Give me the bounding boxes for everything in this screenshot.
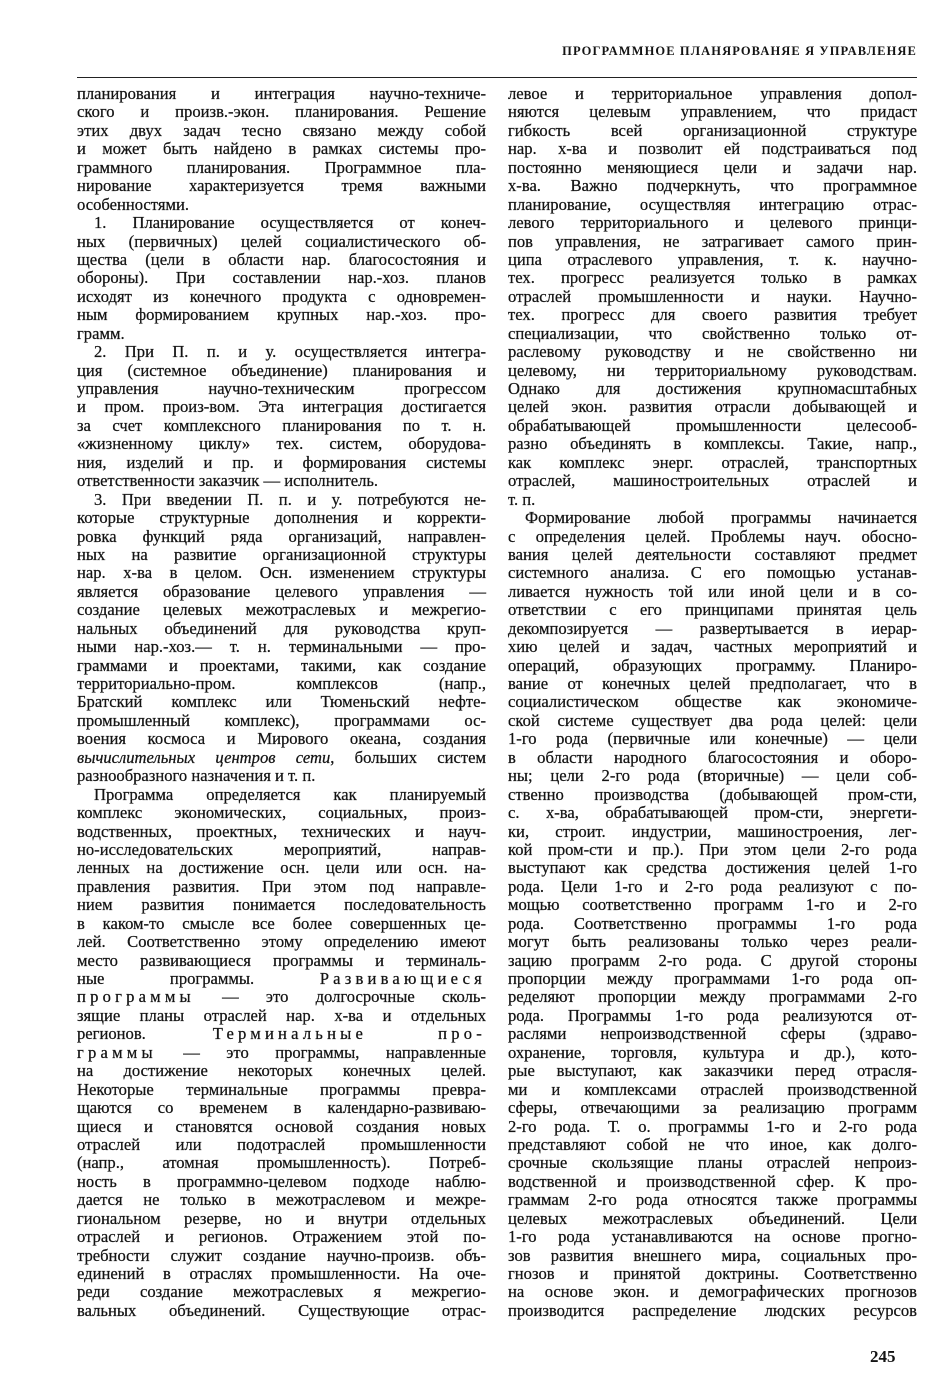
text-line [77,749,486,767]
page-number: 245 [870,1347,896,1366]
text-line: как комплекс энерг. отраслей, транспортных [508,452,917,472]
text-line: водственных, проектных, технических и науч- [77,821,486,841]
text-line: но-исследовательских мероприятий, направ- [77,839,486,859]
text-line: Некоторые терминальные программы превра- [77,1079,486,1099]
text-line: 1-го рода устанавливаются на основе прогно- [508,1227,917,1247]
text-line: разнообразного назначения и т. п. [77,766,316,786]
text-line: зацию программ 2-го рода. С другой стороны [508,950,917,970]
text-line: (напр., атомная промышленность). Потреб- [77,1153,486,1173]
text-line: ция (системное объединение) планирования и [77,360,486,380]
text-line: щаются со временем в календарно-развиваю- [77,1098,486,1118]
text-line: няются целевым управлением, что придаст [508,102,917,122]
text-line: рые выступают, как заказчики перед отрасля- [508,1061,917,1081]
text-line: в каком-то смысле все более совершенных це- [77,913,486,933]
text-line: воения космоса и Мирового океана, создания [77,729,486,749]
text-line: производится распределение людских ресурсов [508,1300,917,1320]
italic-term: вычислительных центров сети [77,747,331,767]
text-line: реди создание межотраслевых я межрегио- [77,1282,486,1302]
text-line: которые структурные дополнения и корректи- [77,508,486,528]
spaced-term: программы [77,987,195,1007]
text-line: ми и комплексами отраслей производственной [508,1079,917,1099]
text-line: ливается нужность той или иной цели и в со- [508,581,917,601]
text-line: т. п. [508,489,536,509]
right-column [508,85,917,1320]
text-line: раслями непроизводственной сферы (здраво- [508,1024,917,1044]
text-line: вальных объединений. Существующие отрас- [77,1300,486,1320]
text-line: дается не только в межотраслевом и межре- [77,1190,486,1210]
text-line: грамм. [77,323,125,343]
text-line: и может быть найдено в рамках системы про- [77,139,486,159]
text-line: «жизненному циклу» тех. систем, оборудова- [77,434,486,454]
text-line: системного анализа. С его помощью устанав- [508,563,917,583]
text-line: пов управления, не затрагивает самого прин- [508,231,917,251]
text-line: Формирование любой программы начинается [525,508,917,528]
text-line: с определения целей. Проблемы науч. обосно- [508,526,917,546]
text-line: ных на развитие организационной структуры [77,544,486,564]
text-line: 1. Планирование осуществляется от конеч- [94,213,486,233]
text-line: кой пром-сти и пр.). При этом цели 2-го рода [508,839,917,859]
text-line: Братский комплекс или Тюменьский нефте- [77,692,486,712]
text-line: лей. Соответственно этому определению имеют [77,932,486,952]
text-line: хию целей и задач, частных мероприятий и [508,637,917,657]
text-line: требности служит создание научно-произв. объ- [77,1245,486,1265]
text-line: ных (первичных) целей социалистического об- [77,231,486,251]
text-line: граммам 2-го рода относятся также программы [508,1190,917,1210]
text-line: левое и территориальное управления допол- [508,84,917,103]
text-line: водственной и производственной сфер. К про- [508,1171,917,1191]
text-line: разно объединять в комплексы. Такие, напр., [508,434,917,454]
text-segment: — это программы, направленные [156,1042,486,1062]
text-line: обрабатывающей промышленности целесооб- [508,415,917,435]
text-line: вания целей деятельности составляют предмет [508,544,917,564]
text-line: этих двух задач тесно связано между собой [77,120,486,140]
paragraph [77,491,486,786]
text-line: рода. Программы 1-го рода реализуются от- [508,1005,917,1025]
text-line: 1-го рода (первичные или конечные) — цели [508,729,917,749]
text-line: граммами и проектами, такими, как создание [77,655,486,675]
text-line: ответствии с его принципами принятая цель [508,600,917,620]
text-line: выступают как средства достижения целей 1-го [508,858,917,878]
text-line: территориально-пром. комплексов (напр., [77,674,486,693]
text-line: ской системе существует два рода целей: цели [508,710,917,730]
paragraph [508,509,917,1320]
text-segment: — это долгосрочные сколь- [194,987,486,1007]
text-line: ответственности заказчик — исполнитель. [77,471,379,491]
text-line: 2-го рода. Т. о. программы 1-го и 2-го рода [508,1116,917,1136]
text-line: целей экон. развития отрасли добывающей и [508,397,917,417]
text-line: отраслей или подотраслей промышленности [77,1134,486,1154]
text-line: нирование характеризуется тремя важными [77,176,486,196]
text-line: и пром. произ-вом. Эта интеграция достигается [77,397,486,417]
header-rule [77,77,917,78]
text-line: комплекс экономических, социальных, произ- [77,803,486,823]
paragraph [77,343,486,491]
text-line: граммного планирования. Программное пла- [77,157,486,177]
text-line: ровка функций ряда организаций, направлен- [77,526,486,546]
text-line: ределяют пропорции между программами 2-го [508,987,917,1007]
text-line: промышленный комплекс), программами ос- [77,710,486,730]
text-line: в области народного благосостояния и оборо- [508,747,917,767]
text-line: отраслей промышленности и науки. Научно- [508,286,917,306]
text-line: целевых межотраслевых объединений. Цели [508,1208,917,1228]
text-segment: регионов. [77,1024,213,1044]
spaced-term: Терминальные про- [212,1024,486,1044]
text-line: отраслей, машиностроительных отраслей и [508,471,917,491]
text-line: планирования и интеграция научно-техниче- [77,84,486,103]
text-line [77,1044,486,1062]
text-line: ния, изделий и пр. и формирования системы [77,452,486,472]
text-line: тех. прогресс для своего развития требует [508,305,917,325]
text-line: зов развития внешнего мира, социальных про- [508,1245,917,1265]
text-line [77,1025,486,1043]
text-line: х-ва. Важно подчеркнуть, что программное [508,176,917,196]
text-line: вание от конечных целей предполагает, что в [508,674,917,693]
text-line: ственно производства (добывающей пром-сти, [508,784,917,804]
text-line: зящие планы отраслей нар. х-ва и отдельных [77,1005,486,1025]
text-line: место развивающиеся программы и терминаль- [77,950,486,970]
text-line: мощью соответственно программ 1-го и 2-го [508,895,917,915]
text-line: пропорции между программами 1-го рода оп- [508,969,917,988]
text-line: особенностями. [77,194,189,214]
text-line: 2. При П. п. и у. осуществляется интегра- [94,342,486,362]
text-line: рода. Цели 1-го и 2-го рода реализуют с по- [508,876,917,896]
text-line: ными нар.-хоз.— т. н. терминальными — про- [77,637,486,657]
text-line: за счет комплексного планирования по т. н. [77,415,486,435]
text-line: Однако для достижения крупномасштабных [508,379,917,398]
paragraph [77,786,486,1321]
text-line: ского и произв.-экон. планирования. Решение [77,102,486,122]
text-line: ленных на достижение осн. цели или осн. на- [77,858,486,878]
text-line: отраслей и регионов. Отражением этой по- [77,1227,486,1247]
text-line: гиональном резерве, но и внутри отдельных [77,1208,486,1228]
spaced-term: Развивающиеся [319,969,486,988]
text-line: планирование, осуществляя интеграцию отрас- [508,194,917,214]
text-line: управления научно-техническим прогрессом [77,379,486,398]
text-line: с. х-ва, обрабатывающей пром-сти, энергети- [508,803,917,823]
text-line: нальных объединений для руководства круп- [77,618,486,638]
text-line: операций, образующих программу. Планиро- [508,655,917,675]
text-line: исходят из конечного продукта с одновремен- [77,286,486,306]
paragraph [508,85,917,509]
text-line: охранение, торговля, культура и др.), кото- [508,1042,917,1062]
text-line: нар. х-ва и позволит ей подстраиваться под [508,139,917,159]
text-line: является образование целевого управления — [77,581,486,601]
text-line: единений в отраслях промышленности. На оче- [77,1264,486,1283]
text-line: нар. х-ва в целом. Осн. изменением структуры [77,563,486,583]
left-column [77,85,486,1320]
text-line: ципа отраслевого управления, т. к. научно- [508,249,917,269]
text-line: представляют собой не что иное, как долго- [508,1134,917,1154]
text-line: на основе экон. и демографических прогнозов [508,1282,917,1302]
text-line: целевому, ни территориальному руководствам. [508,360,917,380]
text-line: социалистическом обществе как экономиче- [508,692,917,712]
text-line: ны; цели 2-го рода (вторичные) — цели соб- [508,766,917,786]
paragraph [77,85,486,214]
text-line [77,988,486,1006]
text-segment: ные программы. [77,969,320,988]
paragraph [77,214,486,343]
text-line: тех. прогресс реализуется только в рамках [508,268,917,288]
text-line: декомпозируется — развертывается в иерар- [508,618,917,638]
text-line: 3. При введении П. п. и у. потребуются не- [94,489,486,509]
text-line: ки, строит. индустрии, машиностроения, лег- [508,821,917,841]
text-line: Программа определяется как планируемый [94,784,486,804]
text-line: правления развития. При этом под направле- [77,876,486,896]
text-line: ным формированием крупных нар.-хоз. про- [77,305,486,325]
text-line: щиеся и становятся основой создания новых [77,1116,486,1136]
text-line: могут быть реализованы только через реали- [508,932,917,952]
text-line: ность в программно-целевом подходе наблю- [77,1171,486,1191]
text-line: гибкость всей организационной структуре [508,120,917,140]
text-line: рода. Соответственно программы 1-го рода [508,913,917,933]
text-line: на достижение некоторых конечных целей. [77,1061,486,1081]
text-line: специализации, что свойственно только от- [508,323,917,343]
text-line: нием развития понимается последовательность [77,895,486,915]
text-line: раслевому руководству и не свойственно ни [508,342,917,362]
text-line: сферы, отвечающими за реализацию программ [508,1098,917,1118]
text-segment: , больших систем [330,747,486,767]
spaced-term: граммы [77,1042,157,1062]
text-line: срочные скользящие планы отраслей непроиз- [508,1153,917,1173]
text-line [77,970,486,988]
text-line: левого территориального и целевого принци- [508,213,917,233]
text-line: гнозов и принятой доктрины. Соответственно [508,1264,917,1283]
text-line: постоянно меняющиеся цели и задачи нар. [508,157,917,177]
text-line: щества (цели в области нар. благосостояния и [77,249,486,269]
text-line: создание целевых межотраслевых и межрегио- [77,600,486,620]
text-line: обороны). При составлении нар.-хоз. планов [77,268,486,288]
running-header: ПРОГРАММНОЕ ПЛАНЯРОВАНЯЕ Я УПРАВЛЕНЯЕ [562,44,917,58]
